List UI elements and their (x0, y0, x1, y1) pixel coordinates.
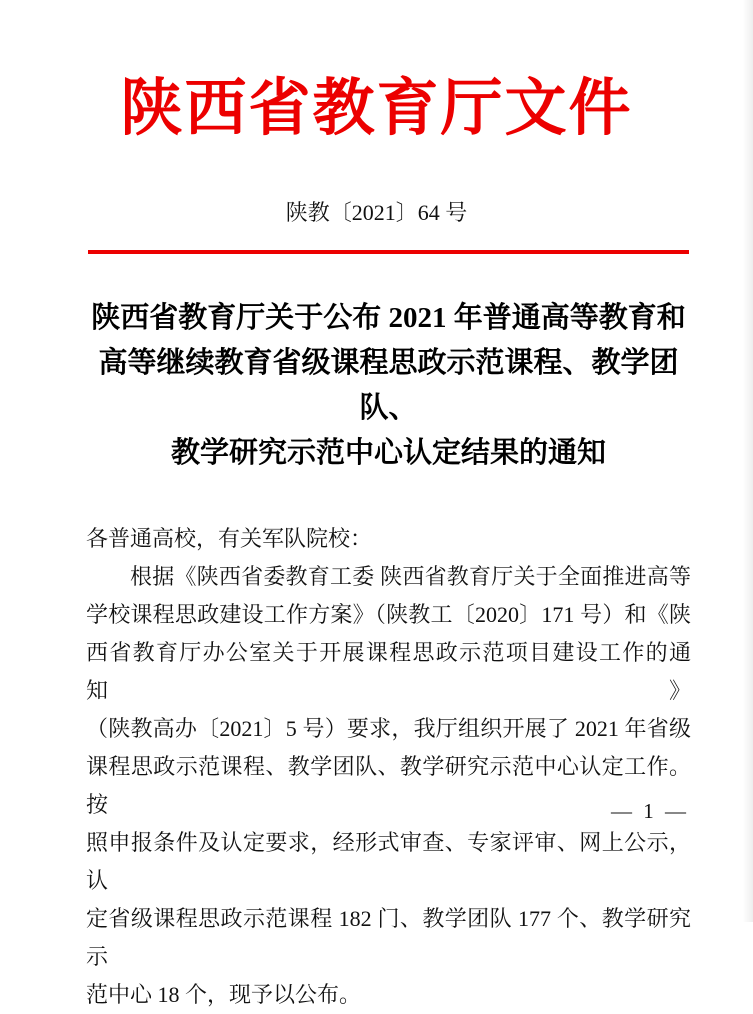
body-line: 范中心 18 个，现予以公布。 (86, 982, 362, 1007)
document-title-line: 陕西省教育厅关于公布 2021 年普通高等教育和 (91, 302, 686, 334)
body-line: 定省级课程思政示范课程 182 门、教学团队 177 个、教学研究示 (86, 906, 691, 969)
document-title-line: 教学研究示范中心认定结果的通知 (170, 437, 606, 469)
body-line: 课程思政示范课程、教学团队、教学研究示范中心认定工作。按 (86, 754, 691, 817)
document-title-line: 高等继续教育省级课程思政示范课程、教学团队、 (98, 347, 679, 424)
body-line: 西省教育厅办公室关于开展课程思政示范项目建设工作的通知》 (86, 640, 691, 703)
body-line: 照申报条件及认定要求，经形式审查、专家评审、网上公示，认 (86, 830, 691, 893)
document-title (86, 296, 691, 476)
body-line: 学校课程思政建设工作方案》（陕教工〔2020〕171 号）和《陕 (86, 602, 691, 627)
body-line: 根据《陕西省委教育工委 陕西省教育厅关于全面推进高等 (130, 564, 691, 589)
red-divider-line (88, 250, 689, 254)
body-line: （陕教高办〔2021〕5 号）要求，我厅组织开展了 2021 年省级 (86, 716, 691, 741)
salutation-line: 各普通高校，有关军队院校： (86, 526, 373, 551)
document-reference-number: 陕教〔2021〕64 号 (285, 200, 468, 225)
agency-header-title: 陕西省教育厅文件 (120, 75, 633, 143)
page-number: — 1 — (611, 799, 689, 823)
document-body (86, 520, 691, 1014)
